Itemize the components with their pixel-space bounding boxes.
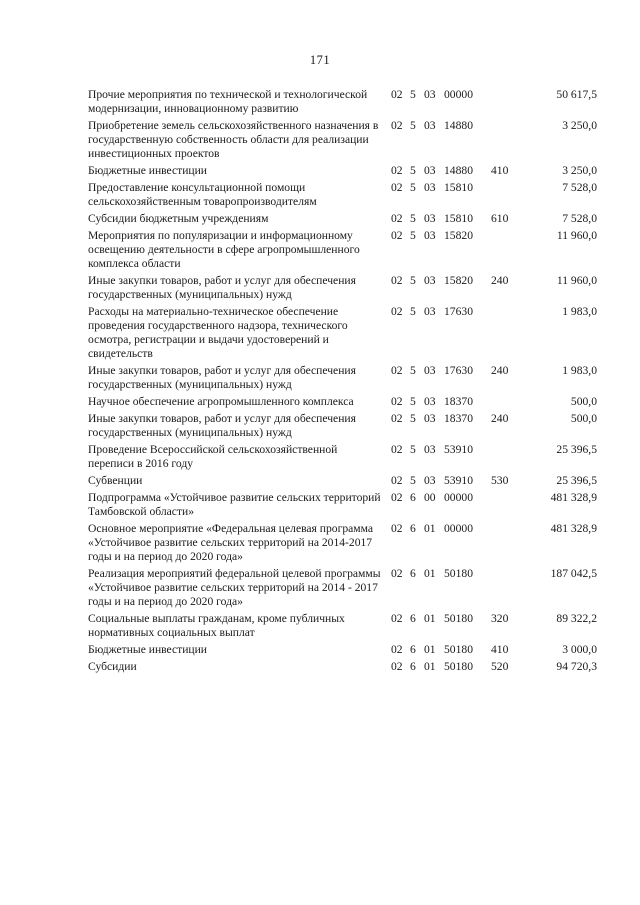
expense-type-code (491, 181, 519, 195)
main-activity-code: 01 (424, 522, 436, 535)
row-name: Проведение Всероссийской сельскохозяйственной переписи в 2016 году (88, 443, 338, 470)
row-name: Бюджетные инвестиции (88, 164, 208, 177)
row-name: Приобретение земель сельскохозяйственного назначения в государственную собственность области для реализации инвестиционных проектов (88, 119, 379, 160)
row-name: Мероприятия по популяризации и информационному освещению деятельности в сфере агропромышленного комплекса области (88, 229, 360, 270)
program-code: 02 (391, 491, 403, 504)
row-amount: 3 000,0 (562, 643, 597, 656)
program-code: 02 (391, 212, 403, 225)
subprogram-code: 5 (410, 474, 416, 487)
row-codes (391, 212, 519, 226)
expense-type-code (491, 395, 519, 409)
main-activity-code: 03 (424, 395, 436, 408)
main-activity-code: 03 (424, 181, 436, 194)
direction-code: 15820 (444, 274, 473, 287)
program-code: 02 (391, 305, 403, 318)
subprogram-code: 6 (410, 491, 416, 504)
program-code: 02 (391, 164, 403, 177)
expense-type-code (491, 305, 519, 319)
subprogram-code: 5 (410, 181, 416, 194)
main-activity-code: 03 (424, 412, 436, 425)
expense-type-code (491, 88, 519, 102)
row-amount: 3 250,0 (562, 164, 597, 177)
expense-type-code: 610 (491, 212, 509, 225)
row-amount: 94 720,3 (556, 660, 597, 673)
row-amount: 25 396,5 (556, 474, 597, 487)
direction-code: 14880 (444, 119, 473, 132)
row-codes (391, 305, 519, 319)
row-amount: 7 528,0 (562, 181, 597, 194)
main-activity-code: 03 (424, 274, 436, 287)
main-activity-code: 03 (424, 474, 436, 487)
expense-type-code (491, 119, 519, 133)
table-row (88, 660, 600, 674)
row-amount: 11 960,0 (556, 274, 597, 287)
row-amount: 89 322,2 (556, 612, 597, 625)
row-codes (391, 491, 519, 505)
row-codes (391, 119, 519, 133)
row-codes (391, 274, 519, 288)
program-code: 02 (391, 119, 403, 132)
table-row (88, 443, 600, 471)
direction-code: 15810 (444, 181, 473, 194)
row-name: Бюджетные инвестиции (88, 643, 208, 656)
row-codes (391, 567, 519, 581)
row-name: Субсидии (88, 660, 137, 673)
row-codes (391, 181, 519, 195)
expense-type-code: 240 (491, 412, 509, 425)
program-code: 02 (391, 88, 403, 101)
main-activity-code: 03 (424, 119, 436, 132)
direction-code: 17630 (444, 364, 473, 377)
row-name: Основное мероприятие «Федеральная целевая программа «Устойчивое развитие сельских территорий на 2014-2017 годы и на период до 2020 года» (88, 522, 374, 563)
direction-code: 17630 (444, 305, 473, 318)
direction-code: 50180 (444, 660, 473, 673)
row-name: Научное обеспечение агропромышленного комплекса (88, 395, 354, 408)
row-name: Подпрограмма «Устойчивое развитие сельских территорий Тамбовской области» (88, 491, 381, 518)
main-activity-code: 03 (424, 443, 436, 456)
program-code: 02 (391, 660, 403, 673)
direction-code: 15820 (444, 229, 473, 242)
expense-type-code: 520 (491, 660, 509, 673)
row-name: Субсидии бюджетным учреждениям (88, 212, 269, 225)
program-code: 02 (391, 181, 403, 194)
expense-type-code: 240 (491, 274, 509, 287)
expense-type-code (491, 491, 519, 505)
table-row (88, 364, 600, 392)
row-amount: 187 042,5 (550, 567, 597, 580)
subprogram-code: 5 (410, 364, 416, 377)
direction-code: 50180 (444, 567, 473, 580)
direction-code: 00000 (444, 88, 473, 101)
direction-code: 53910 (444, 443, 473, 456)
table-row (88, 522, 600, 564)
program-code: 02 (391, 274, 403, 287)
table-row (88, 643, 600, 657)
subprogram-code: 6 (410, 567, 416, 580)
program-code: 02 (391, 643, 403, 656)
main-activity-code: 03 (424, 164, 436, 177)
expense-type-code: 410 (491, 643, 509, 656)
budget-table (88, 88, 600, 677)
expense-type-code (491, 522, 519, 536)
main-activity-code: 00 (424, 491, 436, 504)
subprogram-code: 5 (410, 305, 416, 318)
program-code: 02 (391, 612, 403, 625)
row-codes (391, 164, 519, 178)
expense-type-code: 410 (491, 164, 509, 177)
direction-code: 50180 (444, 612, 473, 625)
row-codes (391, 643, 519, 657)
main-activity-code: 01 (424, 612, 436, 625)
table-row (88, 395, 600, 409)
row-amount: 50 617,5 (556, 88, 597, 101)
row-name: Иные закупки товаров, работ и услуг для обеспечения государственных (муниципальных) нужд (88, 274, 356, 301)
program-code: 02 (391, 567, 403, 580)
row-codes (391, 660, 519, 674)
table-row (88, 612, 600, 640)
main-activity-code: 01 (424, 660, 436, 673)
subprogram-code: 5 (410, 119, 416, 132)
subprogram-code: 6 (410, 522, 416, 535)
main-activity-code: 03 (424, 229, 436, 242)
subprogram-code: 5 (410, 395, 416, 408)
program-code: 02 (391, 522, 403, 535)
direction-code: 53910 (444, 474, 473, 487)
subprogram-code: 5 (410, 164, 416, 177)
table-row (88, 274, 600, 302)
row-codes (391, 229, 519, 243)
row-codes (391, 412, 519, 426)
program-code: 02 (391, 474, 403, 487)
subprogram-code: 5 (410, 229, 416, 242)
row-amount: 25 396,5 (556, 443, 597, 456)
main-activity-code: 03 (424, 305, 436, 318)
table-row (88, 474, 600, 488)
direction-code: 18370 (444, 395, 473, 408)
direction-code: 50180 (444, 643, 473, 656)
program-code: 02 (391, 412, 403, 425)
subprogram-code: 5 (410, 443, 416, 456)
row-amount: 500,0 (570, 395, 597, 408)
main-activity-code: 03 (424, 212, 436, 225)
row-name: Расходы на материально-техническое обеспечение проведения государственного надзора, технического осмотра, регистрации и выдачи удостоверений и свидетельств (88, 305, 348, 360)
program-code: 02 (391, 395, 403, 408)
row-amount: 11 960,0 (556, 229, 597, 242)
expense-type-code (491, 443, 519, 457)
row-name: Прочие мероприятия по технической и технологической модернизации, инновационному развитию (88, 88, 368, 115)
subprogram-code: 5 (410, 274, 416, 287)
row-amount: 481 328,9 (550, 491, 597, 504)
program-code: 02 (391, 229, 403, 242)
row-name: Субвенции (88, 474, 143, 487)
row-name: Иные закупки товаров, работ и услуг для обеспечения государственных (муниципальных) нужд (88, 412, 356, 439)
direction-code: 00000 (444, 491, 473, 504)
expense-type-code (491, 229, 519, 243)
row-amount: 7 528,0 (562, 212, 597, 225)
subprogram-code: 6 (410, 612, 416, 625)
table-row (88, 491, 600, 519)
subprogram-code: 6 (410, 643, 416, 656)
row-amount: 500,0 (570, 412, 597, 425)
subprogram-code: 5 (410, 88, 416, 101)
row-amount: 481 328,9 (550, 522, 597, 535)
row-amount: 1 983,0 (562, 364, 597, 377)
row-codes (391, 522, 519, 536)
direction-code: 14880 (444, 164, 473, 177)
row-name: Иные закупки товаров, работ и услуг для обеспечения государственных (муниципальных) нужд (88, 364, 356, 391)
main-activity-code: 03 (424, 364, 436, 377)
table-row (88, 88, 600, 116)
direction-code: 15810 (444, 212, 473, 225)
table-row (88, 412, 600, 440)
table-row (88, 567, 600, 609)
table-row (88, 305, 600, 361)
table-row (88, 119, 600, 161)
row-name: Социальные выплаты гражданам, кроме публичных нормативных социальных выплат (88, 612, 345, 639)
direction-code: 18370 (444, 412, 473, 425)
expense-type-code: 530 (491, 474, 509, 487)
row-amount: 3 250,0 (562, 119, 597, 132)
table-row (88, 164, 600, 178)
row-codes (391, 612, 519, 626)
subprogram-code: 5 (410, 412, 416, 425)
main-activity-code: 01 (424, 567, 436, 580)
row-codes (391, 364, 519, 378)
row-codes (391, 474, 519, 488)
row-name: Предоставление консультационной помощи сельскохозяйственным товаропроизводителям (88, 181, 317, 208)
row-amount: 1 983,0 (562, 305, 597, 318)
table-row (88, 212, 600, 226)
page-number: 171 (309, 53, 331, 67)
program-code: 02 (391, 443, 403, 456)
row-codes (391, 88, 519, 102)
expense-type-code: 240 (491, 364, 509, 377)
table-row (88, 229, 600, 271)
main-activity-code: 03 (424, 88, 436, 101)
expense-type-code: 320 (491, 612, 509, 625)
subprogram-code: 6 (410, 660, 416, 673)
expense-type-code (491, 567, 519, 581)
table-row (88, 181, 600, 209)
direction-code: 00000 (444, 522, 473, 535)
row-codes (391, 443, 519, 457)
subprogram-code: 5 (410, 212, 416, 225)
row-name: Реализация мероприятий федеральной целевой программы «Устойчивое развитие сельских территорий на 2014 - 2017 годы и на период до 2020 года» (88, 567, 381, 608)
row-codes (391, 395, 519, 409)
main-activity-code: 01 (424, 643, 436, 656)
program-code: 02 (391, 364, 403, 377)
